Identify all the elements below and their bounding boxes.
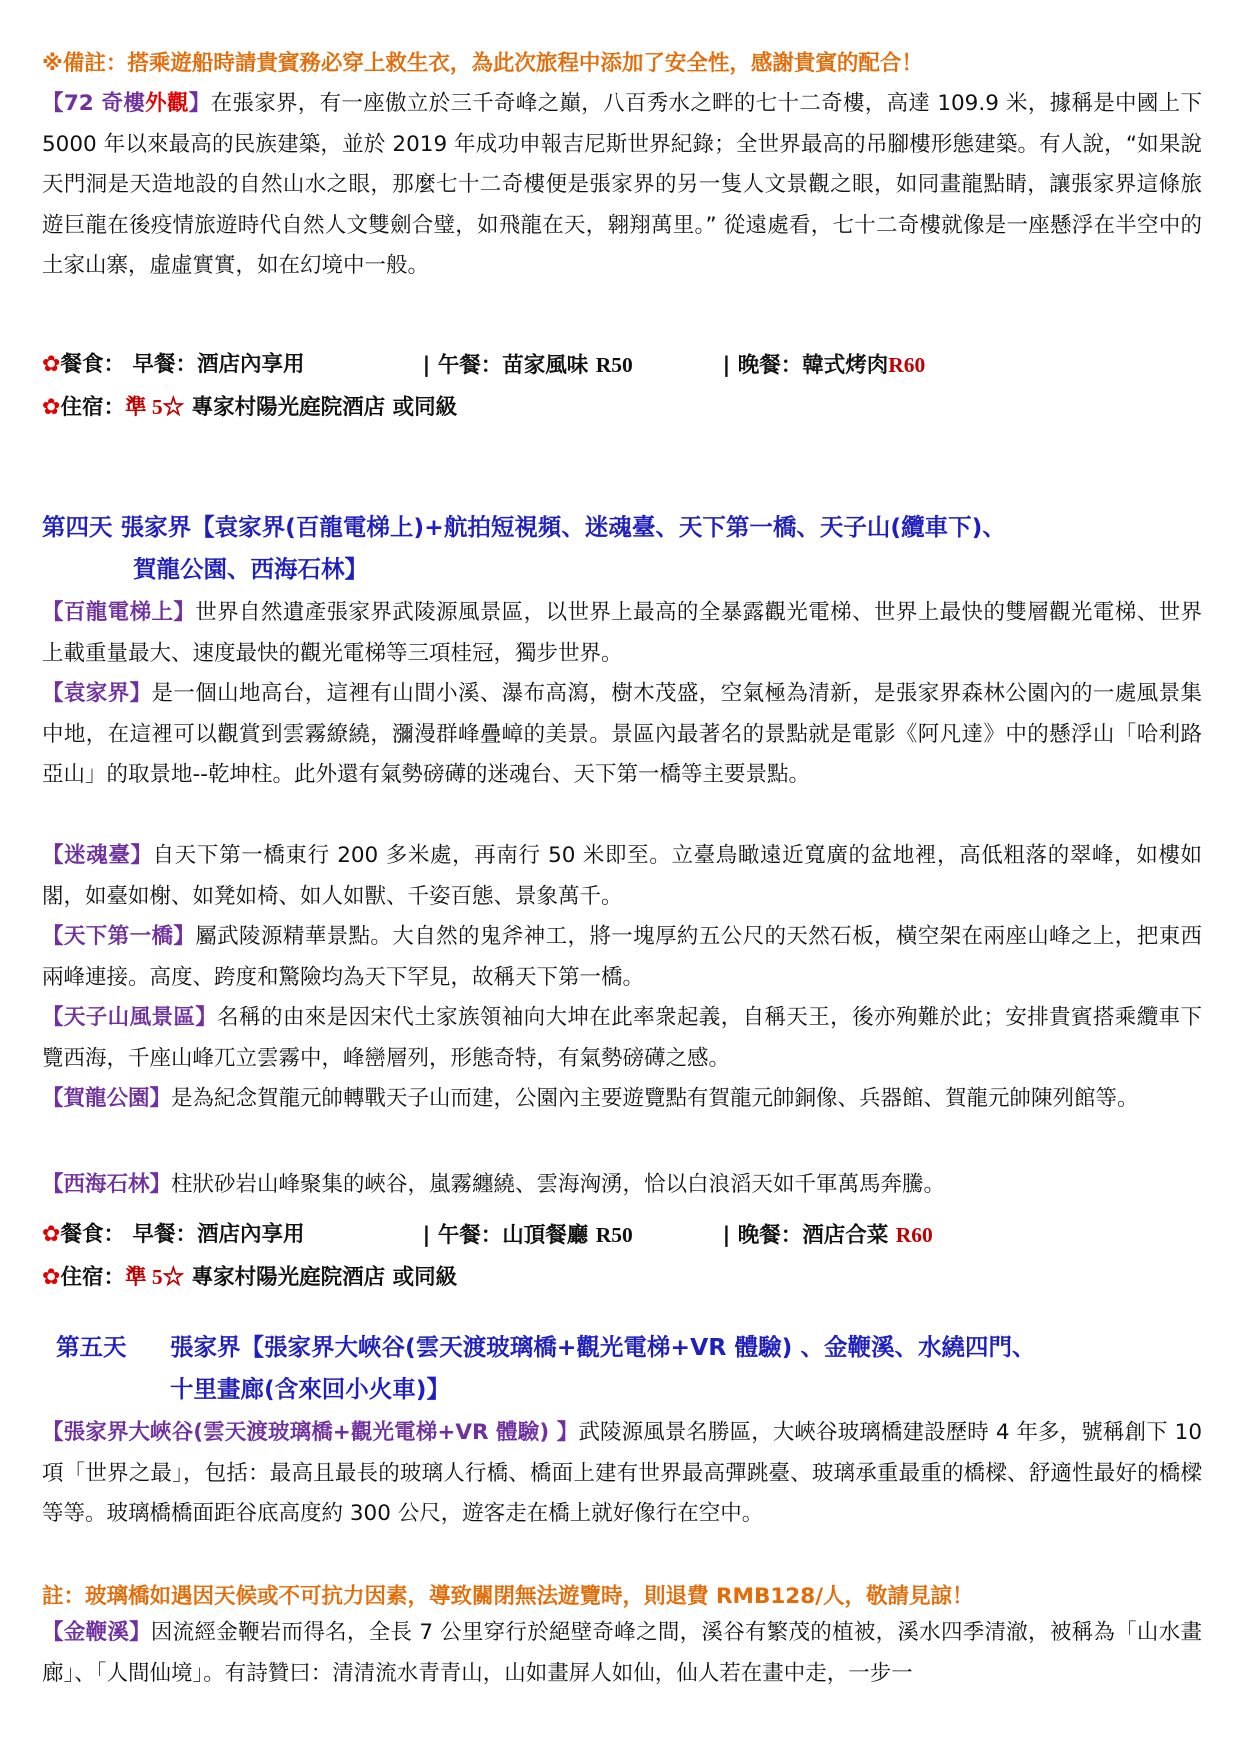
section-text: 柱狀砂岩山峰聚集的峽谷，嵐霧纏繞、雲海洶湧，恰以白浪滔天如千軍萬馬奔騰。 <box>171 1172 946 1197</box>
day4-title-cont <box>133 548 368 590</box>
tower-tag-b: 外觀 <box>145 91 189 116</box>
day3-meals <box>42 347 1202 384</box>
section-first-bridge <box>42 917 1202 998</box>
section-helong-park <box>42 1079 1202 1120</box>
section-xihai <box>42 1165 1202 1206</box>
day5-title-cont <box>170 1368 450 1410</box>
day4-title-line1: 第四天 張家界【袁家界(百龍電梯上)+航拍短視頻、迷魂臺、天下第一橋、天子山(纜車下)、 <box>42 513 1006 541</box>
dinner-label: | 晚餐：酒店合菜 <box>722 1223 896 1248</box>
section-tag: 【百龍電梯上】 <box>42 600 196 625</box>
dinner-price: R60 <box>895 1223 933 1247</box>
meals-label: 餐食： <box>60 1222 125 1247</box>
section-text: 因流經金鞭岩而得名，全長 7 公里穿行於絕壁奇峰之間，溪谷有繁茂的植被，溪水四季清澈，被稱為「山水畫廊」、「人間仙境」。有詩贊曰：清清流水青青山，山如畫屏人如仙，仙人若在畫中走，一步一 <box>42 1620 1202 1686</box>
section-text: 世界自然遺產張家界武陵源風景區，以世界上最高的全暴露觀光電梯、世界上最快的雙層觀光電梯、世界上載重量最大、速度最快的觀光電梯等三項桂冠，獨步世界。 <box>42 600 1202 666</box>
section-text: 武陵源風景名勝區，大峽谷玻璃橋建設歷時 4 年多，號稱創下 10 項「世界之最」，包括：最高且最長的玻璃人行橋、橋面上建有世界最高彈跳臺、玻璃承重最重的橋樑、舒適性最好的橋樑等等。玻璃橋橋面距谷底高度約 300 公尺，遊客走在橋上就好像行在空中。 <box>42 1420 1202 1526</box>
section-canyon <box>42 1413 1202 1535</box>
lunch-label: | 午餐：苗家風味 <box>422 353 596 378</box>
section-tag: 【賀龍公園】 <box>42 1086 172 1111</box>
hotel-name: 專家村陽光庭院酒店 或同級 <box>184 1265 458 1290</box>
breakfast: 早餐：酒店內享用 <box>132 352 305 377</box>
section-yuanjiajie <box>42 674 1202 796</box>
section-tag: 【張家界大峽谷(雲天渡玻璃橋+觀光電梯+VR 體驗) 】 <box>42 1420 579 1445</box>
day4-hotel <box>42 1259 1202 1296</box>
hotel-label: 住宿： <box>60 1265 125 1290</box>
section-tag: 【天子山風景區】 <box>42 1005 218 1030</box>
section-text: 屬武陵源精華景點。大自然的鬼斧神工，將一塊厚約五公尺的天然石板，橫空架在兩座山峰之上，把東西兩峰連接。高度、跨度和驚險均為天下罕見，故稱天下第一橋。 <box>42 924 1202 990</box>
day5-day-label: 第五天 <box>56 1333 127 1361</box>
hotel-label: 住宿： <box>60 395 125 420</box>
day3-hotel <box>42 389 1202 426</box>
day4-title <box>42 506 1006 548</box>
section-tag: 【天下第一橋】 <box>42 924 196 949</box>
meals-label: 餐食： <box>60 352 125 377</box>
flower-icon: ✿ <box>42 1222 61 1247</box>
day5-title <box>170 1326 1036 1368</box>
section-tianzishan <box>42 998 1202 1079</box>
section-text: 是一個山地高台，這裡有山間小溪、瀑布高瀉，樹木茂盛，空氣極為清新，是張家界森林公園內的一處風景集中地，在這裡可以觀賞到雲霧繚繞，瀰漫群峰疊嶂的美景。景區內最著名的景點就是電影《阿凡達》中的懸浮山「哈利路亞山」的取景地--乾坤柱。此外還有氣勢磅礡的迷魂台、天下第一橋等主要景點。 <box>42 681 1202 787</box>
day4-meals <box>42 1217 1202 1254</box>
tower-paragraph <box>42 84 1202 287</box>
glass-bridge-note: 註：玻璃橋如遇因天候或不可抗力因素，導致關閉無法遊覽時，則退費 RMB128/人，敬請見諒！ <box>42 1584 974 1609</box>
lunch-price: R50 <box>595 353 633 377</box>
flower-icon: ✿ <box>42 352 61 377</box>
section-mihuntai <box>42 836 1202 917</box>
flower-icon: ✿ <box>42 395 61 420</box>
day5-title-line1: 張家界【張家界大峽谷(雲天渡玻璃橋+觀光電梯+VR 體驗) 、金鞭溪、水繞四門、 <box>170 1333 1036 1361</box>
section-tag: 【迷魂臺】 <box>42 843 153 868</box>
tower-text: 在張家界，有一座傲立於三千奇峰之巔，八百秀水之畔的七十二奇樓，高達 109.9 米，據稱是中國上下 5000 年以來最高的民族建築，並於 2019 年成功申報吉尼斯世界紀錄；全世界最高的吊腳樓形態建築。有人說，“如果說天門洞是天造地設的自然山水之眼，那麼七十二奇樓便是張家界的另一隻人文景觀之眼，如同畫龍點睛，讓張家界這條旅遊巨龍在後疫情旅遊時代自然人文雙劍合璧，如飛龍在天，翱翔萬里。” 從遠處看，七十二奇樓就像是一座懸浮在半空中的土家山寨，虛虛實實，如在幻境中一般。 <box>42 91 1202 278</box>
lifejacket-note: ※備註：搭乘遊船時請貴賓務必穿上救生衣，為此次旅程中添加了安全性，感謝貴賓的配合！ <box>42 51 923 76</box>
tower-tag-close: 】 <box>188 91 211 116</box>
day4-title-line2: 賀龍公園、西海石林】 <box>133 555 368 583</box>
lunch-label: | 午餐：山頂餐廳 <box>422 1223 596 1248</box>
breakfast: 早餐：酒店內享用 <box>132 1222 305 1247</box>
section-tag: 【袁家界】 <box>42 681 152 706</box>
tower-tag-open: 【 <box>42 91 64 116</box>
section-jinbian <box>42 1613 1202 1694</box>
day5-title-line2: 十里畫廊(含來回小火車)】 <box>170 1375 450 1403</box>
hotel-name: 專家村陽光庭院酒店 或同級 <box>184 395 458 420</box>
dinner-label: | 晚餐：韓式烤肉 <box>722 353 889 378</box>
hotel-grade: 準 5☆ <box>124 395 185 419</box>
section-tag: 【西海石林】 <box>42 1172 172 1197</box>
section-text: 名稱的由來是因宋代土家族領袖向大坤在此率衆起義，自稱天王，後亦殉難於此；安排貴賓搭乘纜車下覽西海，千座山峰兀立雲霧中，峰巒層列，形態奇特，有氣勢磅礡之感。 <box>42 1005 1202 1071</box>
section-tag: 【金鞭溪】 <box>42 1620 151 1645</box>
section-text: 是為紀念賀龍元帥轉戰天子山而建，公園內主要遊覽點有賀龍元帥銅像、兵器館、賀龍元帥陳列館等。 <box>171 1086 1139 1111</box>
dinner-price: R60 <box>888 353 926 377</box>
flower-icon: ✿ <box>42 1265 61 1290</box>
section-bailong <box>42 593 1202 674</box>
lunch-price: R50 <box>595 1223 633 1247</box>
hotel-grade: 準 5☆ <box>124 1265 185 1289</box>
tower-tag-a: 72 奇樓 <box>63 91 146 116</box>
day5-title-day <box>56 1326 127 1368</box>
section-text: 自天下第一橋東行 200 多米處，再南行 50 米即至。立臺鳥瞰遠近寬廣的盆地裡，高低粗落的翠峰，如樓如閣，如臺如榭、如凳如椅、如人如獸、千姿百態、景象萬千。 <box>42 843 1202 909</box>
